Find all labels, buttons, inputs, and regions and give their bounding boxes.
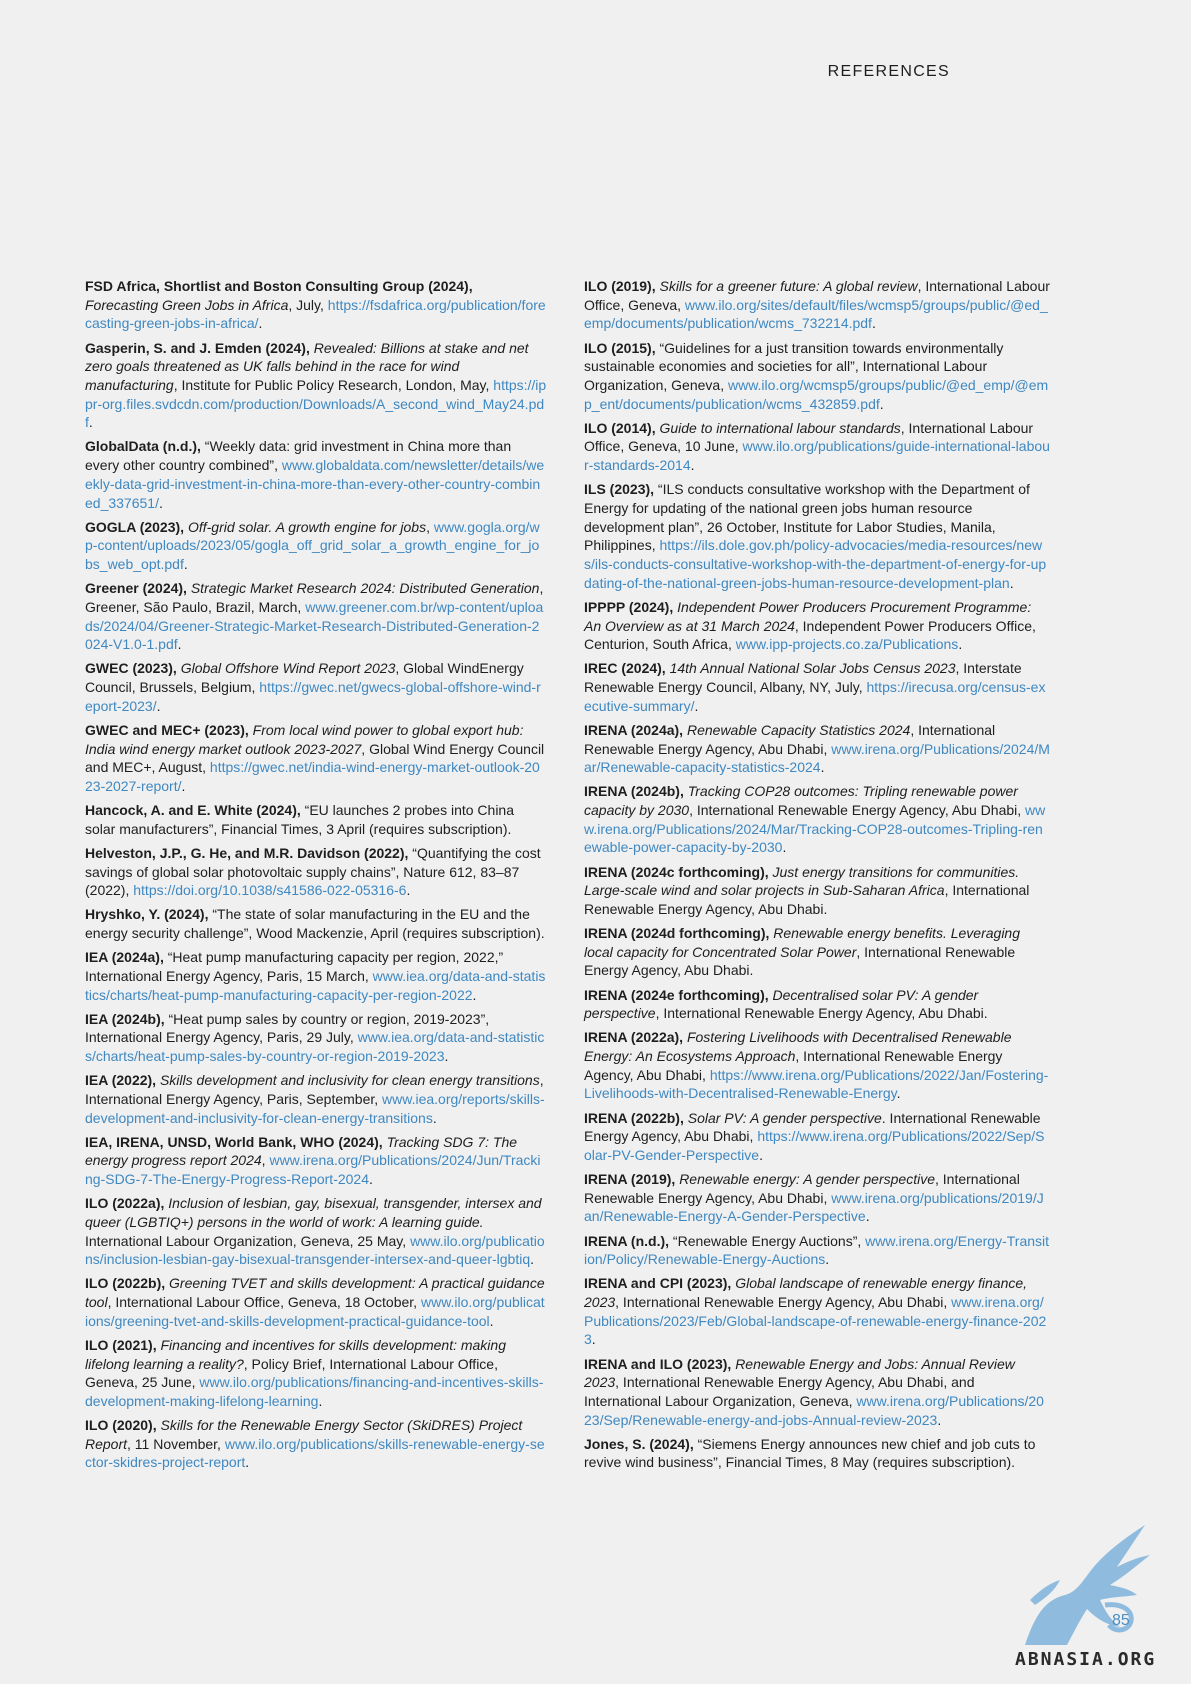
reference-end-punct: . bbox=[432, 1109, 437, 1126]
reference-end-punct: . bbox=[318, 1392, 323, 1409]
reference-details: “Siemens Energy announces new chief and job cuts to revive wind business”, Financial Times, 8 May (requires subscription). bbox=[584, 1435, 1036, 1471]
reference-title: From local wind power to global export hub: India wind energy market outlook 2023-2027 bbox=[85, 721, 524, 757]
reference-details: , International Labour Office, Geneva, 18 October, bbox=[107, 1294, 421, 1311]
section-header: REFERENCES bbox=[827, 63, 950, 80]
reference-title: Skills development and inclusivity for clean energy transitions bbox=[159, 1072, 540, 1089]
reference-details: , International Renewable Energy Agency, Abu Dhabi. bbox=[584, 882, 1030, 917]
watermark: ABNASIA.ORG bbox=[1015, 1649, 1157, 1670]
reference-title: Off-grid solar. A growth engine for jobs bbox=[187, 518, 427, 535]
reference-author: IRENA (2024d forthcoming), bbox=[584, 925, 770, 942]
reference-end-punct: . bbox=[690, 457, 695, 474]
reference-details: , bbox=[426, 518, 434, 535]
reference-entry bbox=[584, 659, 1050, 715]
reference-details: , International Renewable Energy Agency, Abu Dhabi, bbox=[615, 1294, 952, 1311]
reference-entry bbox=[85, 339, 547, 433]
reference-details: , Institute for Public Policy Research, London, May, bbox=[173, 376, 494, 393]
reference-entry bbox=[584, 863, 1050, 919]
reference-author: ILO (2021), bbox=[85, 1336, 157, 1353]
reference-author: IRENA (2024b), bbox=[584, 783, 684, 800]
reference-entry bbox=[85, 844, 547, 900]
reference-entry bbox=[584, 1170, 1050, 1226]
reference-author: IRENA and ILO (2023), bbox=[584, 1355, 732, 1372]
reference-end-punct: . bbox=[181, 777, 186, 794]
reference-entry bbox=[85, 1336, 547, 1411]
reference-link[interactable]: https://www.irena.org/Publications/2022/Jan/Fostering-Livelihoods-with-Decentralised-Renewable-Energy bbox=[584, 1066, 1049, 1102]
reference-link[interactable]: www.irena.org/Publications/2024/Jun/Tracking-SDG-7-The-Energy-Progress-Report-2024 bbox=[85, 1152, 541, 1188]
reference-end-punct: . bbox=[759, 1146, 763, 1163]
reference-details: , International Renewable Energy Agency, Abu Dhabi, and International Labour Organization, Geneva, bbox=[584, 1374, 975, 1409]
reference-link[interactable]: www.irena.org/Publications/2023/Sep/Renewable-energy-and-jobs-Annual-review-2023 bbox=[584, 1392, 1044, 1428]
reference-details: , International Renewable Energy Agency, Abu Dhabi, bbox=[584, 721, 996, 757]
reference-link[interactable]: https://ippr-org.files.svdcdn.com/production/Downloads/A_second_wind_May24.pdf bbox=[85, 376, 547, 431]
reference-link[interactable]: www.greener.com.br/wp-content/uploads/2024/04/Greener-Strategic-Market-Research-Distributed-Generation-2024-V1.0-1.pdf bbox=[85, 598, 544, 653]
reference-link[interactable]: https://ils.dole.gov.ph/policy-advocacies/media-resources/news/ils-conducts-consultative-workshop-with-the-department-of-energy-for-updating-of-the-national-green-jobs-human-resource-development-plan bbox=[584, 537, 1047, 591]
reference-title: Tracking COP28 outcomes: Tripling renewable power capacity by 2030 bbox=[584, 783, 1018, 819]
reference-link[interactable]: www.ipp-projects.co.za/Publications bbox=[735, 636, 959, 653]
reference-details: “Heat pump sales by country or region, 2019-2023”, International Energy Agency, Paris, 29 July, bbox=[85, 1010, 490, 1046]
reference-end-punct: . bbox=[825, 1251, 830, 1268]
reference-entry bbox=[584, 986, 1050, 1023]
reference-details: , Policy Brief, International Labour Office, Geneva, 25 June, bbox=[85, 1355, 498, 1391]
reference-title: Decentralised solar PV: A gender perspective bbox=[584, 986, 979, 1022]
reference-details: , International Renewable Energy Agency, Abu Dhabi, bbox=[584, 1171, 1020, 1206]
reference-details: “Heat pump manufacturing capacity per region, 2022,” International Energy Agency, Paris, 15 March, bbox=[85, 949, 504, 984]
reference-title: Inclusion of lesbian, gay, bisexual, transgender, intersex and queer (LGBTIQ+) persons in the world of work: A learning guide. bbox=[85, 1195, 542, 1230]
reference-entry bbox=[584, 924, 1050, 980]
reference-end-punct: . bbox=[88, 414, 93, 431]
reference-author: IPPPP (2024), bbox=[584, 598, 674, 615]
reference-end-punct: . bbox=[406, 882, 411, 899]
reference-end-punct: . bbox=[156, 697, 161, 714]
reference-details: , Greener, São Paulo, Brazil, March, bbox=[85, 580, 544, 615]
reference-link[interactable]: https://fsdafrica.org/publication/forecasting-green-jobs-in-africa/ bbox=[85, 296, 546, 332]
reference-author: Hryshko, Y. (2024), bbox=[85, 906, 209, 923]
reference-details: , International Renewable Energy Agency, Abu Dhabi. bbox=[655, 1005, 988, 1022]
reference-link[interactable]: www.irena.org/Energy-Transition/Policy/Renewable-Energy-Auctions bbox=[584, 1232, 1050, 1268]
reference-author: IREC (2024), bbox=[584, 660, 666, 677]
reference-author: IRENA (n.d.), bbox=[584, 1232, 670, 1249]
reference-entry bbox=[85, 659, 547, 715]
reference-entry bbox=[85, 948, 547, 1004]
reference-entry bbox=[584, 419, 1050, 475]
reference-entry bbox=[584, 782, 1050, 857]
reference-link[interactable]: www.ilo.org/publications/greening-tvet-and-skills-development-practical-guidance-tool bbox=[85, 1294, 545, 1329]
reference-author: IEA (2022), bbox=[85, 1072, 157, 1089]
reference-entry bbox=[85, 1194, 547, 1269]
reference-link[interactable]: www.irena.org/Publications/2024/Mar/Renewable-capacity-statistics-2024 bbox=[584, 740, 1050, 776]
reference-end-punct: . bbox=[444, 1048, 449, 1065]
reference-end-punct: . bbox=[896, 1085, 901, 1102]
reference-link[interactable]: www.ilo.org/wcmsp5/groups/public/@ed_emp/@emp_ent/documents/publication/wcms_432859.pdf bbox=[584, 376, 1049, 412]
reference-title: Global Offshore Wind Report 2023 bbox=[180, 660, 396, 677]
reference-title: Renewable Energy and Jobs: Annual Review 2023 bbox=[584, 1355, 1015, 1391]
reference-end-punct: . bbox=[820, 759, 825, 776]
reference-link[interactable]: www.globaldata.com/newsletter/details/weekly-data-grid-investment-in-china-more-than-every-other-country-combined_337651/ bbox=[85, 457, 545, 511]
reference-title: Strategic Market Research 2024: Distributed Generation bbox=[190, 580, 540, 597]
reference-title: Forecasting Green Jobs in Africa bbox=[85, 296, 289, 313]
reference-entry bbox=[584, 1109, 1050, 1165]
reference-title: Revealed: Billions at stake and net zero goals threatened as UK falls behind in the race for wind manufacturing bbox=[85, 339, 529, 393]
reference-details: , bbox=[261, 1152, 270, 1169]
reference-entry bbox=[85, 437, 547, 512]
reference-link[interactable]: www.irena.org/Publications/2023/Feb/Global-landscape-of-renewable-energy-finance-2023 bbox=[584, 1294, 1047, 1348]
reference-entry bbox=[85, 1010, 547, 1066]
reference-entry bbox=[85, 801, 547, 838]
reference-link[interactable]: www.irena.org/publications/2019/Jan/Renewable-Energy-A-Gender-Perspective bbox=[584, 1189, 1044, 1225]
reference-link[interactable]: https://irecusa.org/census-executive-summary/ bbox=[584, 679, 1046, 714]
reference-entry bbox=[584, 1274, 1050, 1349]
reference-entry bbox=[85, 721, 547, 796]
reference-title: Skills for the Renewable Energy Sector (SkiDRES) Project Report bbox=[85, 1417, 523, 1452]
reference-details: “Quantifying the cost savings of global solar photovoltaic supply chains”, Nature 612, 83–87 (2022), bbox=[85, 844, 541, 899]
reference-author: ILO (2020), bbox=[85, 1417, 157, 1434]
page-number: 85 bbox=[1112, 1612, 1130, 1629]
reference-author: ILS (2023), bbox=[584, 481, 655, 498]
reference-link[interactable]: https://gwec.net/gwecs-global-offshore-wind-report-2023/ bbox=[85, 679, 541, 714]
reference-details: , July, bbox=[288, 296, 328, 313]
reference-entry bbox=[584, 339, 1050, 414]
reference-author: IRENA (2019), bbox=[584, 1171, 676, 1188]
reference-link[interactable]: www.ilo.org/sites/default/files/wcmsp5/groups/public/@ed_emp/documents/publication/wcms_732214.pdf bbox=[584, 296, 1048, 332]
reference-details: “EU launches 2 probes into China solar manufacturers”, Financial Times, 3 April (requires subscription). bbox=[85, 802, 514, 837]
reference-author: IRENA (2024e forthcoming), bbox=[584, 986, 769, 1003]
reference-end-punct: . bbox=[865, 1208, 870, 1225]
reference-link[interactable]: www.iea.org/data-and-statistics/charts/heat-pump-manufacturing-capacity-per-region-2022 bbox=[85, 967, 546, 1003]
reference-link[interactable]: www.ilo.org/publications/inclusion-lesbian-gay-bisexual-transgender-intersex-and-queer-lgbtiq bbox=[85, 1232, 545, 1268]
reference-author: GlobalData (n.d.), bbox=[85, 438, 201, 455]
reference-end-punct: . bbox=[177, 636, 182, 653]
reference-title: Financing and incentives for skills development: making lifelong learning a reality? bbox=[85, 1336, 506, 1372]
reference-entry bbox=[85, 1071, 547, 1127]
reference-details: , International Labour Office, Geneva, bbox=[584, 278, 1050, 313]
reference-author: ILO (2022a), bbox=[85, 1195, 165, 1212]
reference-author: IEA, IRENA, UNSD, World Bank, WHO (2024), bbox=[85, 1133, 383, 1150]
reference-title: Renewable energy benefits. Leveraging local capacity for Concentrated Solar Power bbox=[584, 925, 1021, 960]
reference-end-punct: . bbox=[958, 636, 963, 653]
reference-end-punct: . bbox=[369, 1171, 373, 1188]
reference-author: ILO (2015), bbox=[584, 339, 656, 356]
reference-link[interactable]: www.iea.org/reports/skills-development-and-inclusivity-for-clean-energy-transitions bbox=[85, 1090, 545, 1126]
reference-details: , Global Wind Energy Council and MEC+, August, bbox=[85, 740, 545, 776]
reference-author: IRENA (2024c forthcoming), bbox=[584, 863, 769, 880]
reference-link[interactable]: www.ilo.org/publications/guide-international-labour-standards-2014 bbox=[584, 438, 1050, 474]
reference-title: Fostering Livelihoods with Decentralised Renewable Energy: An Ecosystems Approach bbox=[584, 1029, 1012, 1065]
reference-link[interactable]: https://gwec.net/india-wind-energy-market-outlook-2023-2027-report/ bbox=[85, 759, 540, 794]
reference-title: Global landscape of renewable energy finance, 2023 bbox=[584, 1275, 1028, 1311]
reference-link[interactable]: https://www.irena.org/Publications/2022/Sep/Solar-PV-Gender-Perspective bbox=[584, 1128, 1045, 1163]
reference-author: IEA (2024b), bbox=[85, 1010, 165, 1027]
reference-details: , 11 November, bbox=[127, 1435, 225, 1452]
reference-entry bbox=[584, 1355, 1050, 1430]
reference-entry bbox=[584, 480, 1050, 592]
reference-title: 14th Annual National Solar Jobs Census 2023 bbox=[669, 660, 956, 677]
reference-author: GWEC (2023), bbox=[85, 660, 177, 677]
reference-title: Solar PV: A gender perspective bbox=[687, 1109, 882, 1126]
reference-link[interactable]: www.ilo.org/publications/skills-renewable-energy-sector-skidres-project-report bbox=[85, 1435, 545, 1471]
reference-end-punct: . bbox=[871, 315, 876, 332]
reference-author: IRENA (2022a), bbox=[584, 1029, 684, 1046]
reference-end-punct: . bbox=[694, 697, 699, 714]
reference-link[interactable]: https://doi.org/10.1038/s41586-022-05316-6 bbox=[133, 882, 407, 899]
reference-title: Renewable energy: A gender perspective bbox=[679, 1171, 935, 1188]
reference-entry bbox=[584, 1435, 1050, 1472]
reference-entry bbox=[85, 1416, 547, 1472]
reference-link[interactable]: www.ilo.org/publications/financing-and-incentives-skills-development-making-lifelong-learning bbox=[85, 1374, 544, 1409]
reference-title: Just energy transitions for communities. Large-scale wind and solar projects in Sub-Saharan Africa bbox=[584, 863, 1020, 899]
reference-details: , International Renewable Energy Agency, Abu Dhabi. bbox=[584, 943, 1016, 979]
reference-author: Helveston, J.P., G. He, and M.R. Davidson (2022), bbox=[85, 844, 409, 861]
reference-title: Greening TVET and skills development: A practical guidance tool bbox=[85, 1275, 545, 1311]
reference-details: “Weekly data: grid investment in China more than every other country combined”, bbox=[85, 438, 512, 474]
reference-end-punct: . bbox=[591, 1331, 596, 1348]
reference-details: , International Energy Agency, Paris, September, bbox=[85, 1072, 544, 1107]
reference-entry bbox=[85, 277, 547, 333]
reference-title: Tracking SDG 7: The energy progress report 2024 bbox=[85, 1133, 518, 1169]
reference-end-punct: . bbox=[472, 986, 477, 1003]
reference-author: ILO (2014), bbox=[584, 419, 656, 436]
reference-details: “Renewable Energy Auctions”, bbox=[672, 1232, 866, 1249]
reference-end-punct: . bbox=[1009, 574, 1014, 591]
reference-entry bbox=[85, 1274, 547, 1330]
reference-link[interactable]: www.irena.org/Publications/2024/Mar/Tracking-COP28-outcomes-Tripling-renewable-power-capacity-by-2030 bbox=[584, 802, 1046, 856]
reference-end-punct: . bbox=[530, 1251, 535, 1268]
reference-details: “The state of solar manufacturing in the EU and the energy security challenge”, Wood Mackenzie, April (requires subscription). bbox=[85, 906, 545, 942]
reference-entry bbox=[584, 721, 1050, 777]
reference-details: , Global WindEnergy Council, Brussels, Belgium, bbox=[85, 660, 524, 696]
reference-author: IRENA (2022b), bbox=[584, 1109, 684, 1126]
reference-end-punct: . bbox=[258, 315, 263, 332]
reference-details: International Labour Organization, Geneva, 25 May, bbox=[85, 1232, 411, 1249]
reference-end-punct: . bbox=[245, 1454, 250, 1471]
reference-end-punct: . bbox=[937, 1411, 942, 1428]
reference-details: , International Labour Office, Geneva, 10 June, bbox=[584, 419, 1034, 455]
reference-entry bbox=[85, 905, 547, 942]
reference-entry bbox=[85, 518, 547, 574]
reference-details: “ILS conducts consultative workshop with the Department of Energy for updating of the national green jobs human resource development plan”, 26 October, Institute for Labor Studies, Manila, Philippines, bbox=[584, 481, 1030, 554]
reference-author: IEA (2024a), bbox=[85, 949, 164, 966]
reference-details: “Guidelines for a just transition towards environmentally sustainable economies and societies for all”, International Labour Organization, Geneva, bbox=[584, 339, 1004, 393]
reference-title: Guide to international labour standards bbox=[659, 419, 901, 436]
reference-entry bbox=[584, 277, 1050, 333]
reference-end-punct: . bbox=[782, 839, 787, 856]
reference-author: IRENA and CPI (2023), bbox=[584, 1275, 732, 1292]
reference-end-punct: . bbox=[879, 395, 884, 412]
references-column-right bbox=[584, 277, 1050, 1478]
reference-link[interactable]: www.gogla.org/wp-content/uploads/2023/05/gogla_off_grid_solar_a_growth_engine_for_jobs_web_opt.pdf bbox=[85, 518, 540, 573]
reference-details: . International Renewable Energy Agency, Abu Dhabi, bbox=[584, 1109, 1041, 1145]
reference-author: FSD Africa, Shortlist and Boston Consulting Group (2024), bbox=[85, 278, 473, 294]
reference-author: ILO (2019), bbox=[584, 278, 656, 294]
reference-author: Jones, S. (2024), bbox=[584, 1435, 694, 1452]
reference-entry bbox=[85, 579, 547, 654]
reference-link[interactable]: www.iea.org/data-and-statistics/charts/heat-pump-sales-by-country-or-region-2019-2023 bbox=[85, 1029, 545, 1065]
reference-end-punct: . bbox=[183, 556, 188, 573]
reference-details: , International Renewable Energy Agency, Abu Dhabi, bbox=[689, 802, 1026, 819]
reference-author: Gasperin, S. and J. Emden (2024), bbox=[85, 339, 310, 356]
reference-entry bbox=[584, 1028, 1050, 1103]
reference-details: , Independent Power Producers Office, Centurion, South Africa, bbox=[584, 617, 1036, 653]
reference-author: Greener (2024), bbox=[85, 580, 187, 597]
reference-title: Skills for a greener future: A global review bbox=[659, 278, 918, 294]
reference-entry bbox=[584, 1232, 1050, 1269]
reference-author: Hancock, A. and E. White (2024), bbox=[85, 802, 301, 819]
reference-author: IRENA (2024a), bbox=[584, 721, 684, 738]
reference-entry bbox=[85, 1133, 547, 1189]
reference-author: ILO (2022b), bbox=[85, 1275, 166, 1292]
reference-details: , International Renewable Energy Agency, Abu Dhabi, bbox=[584, 1048, 1003, 1083]
reference-title: Independent Power Producers Procurement Programme: An Overview as at 31 March 2024 bbox=[584, 598, 1032, 634]
reference-end-punct: . bbox=[158, 494, 163, 511]
reference-title: Renewable Capacity Statistics 2024 bbox=[686, 721, 911, 738]
reference-entry bbox=[584, 598, 1050, 654]
reference-end-punct: . bbox=[489, 1312, 494, 1329]
reference-author: GWEC and MEC+ (2023), bbox=[85, 721, 249, 738]
reference-author: GOGLA (2023), bbox=[85, 518, 185, 535]
reference-details: , Interstate Renewable Energy Council, Albany, NY, July, bbox=[584, 660, 1022, 696]
dragon-logo-icon bbox=[1005, 1505, 1155, 1655]
references-column-left bbox=[85, 277, 547, 1478]
